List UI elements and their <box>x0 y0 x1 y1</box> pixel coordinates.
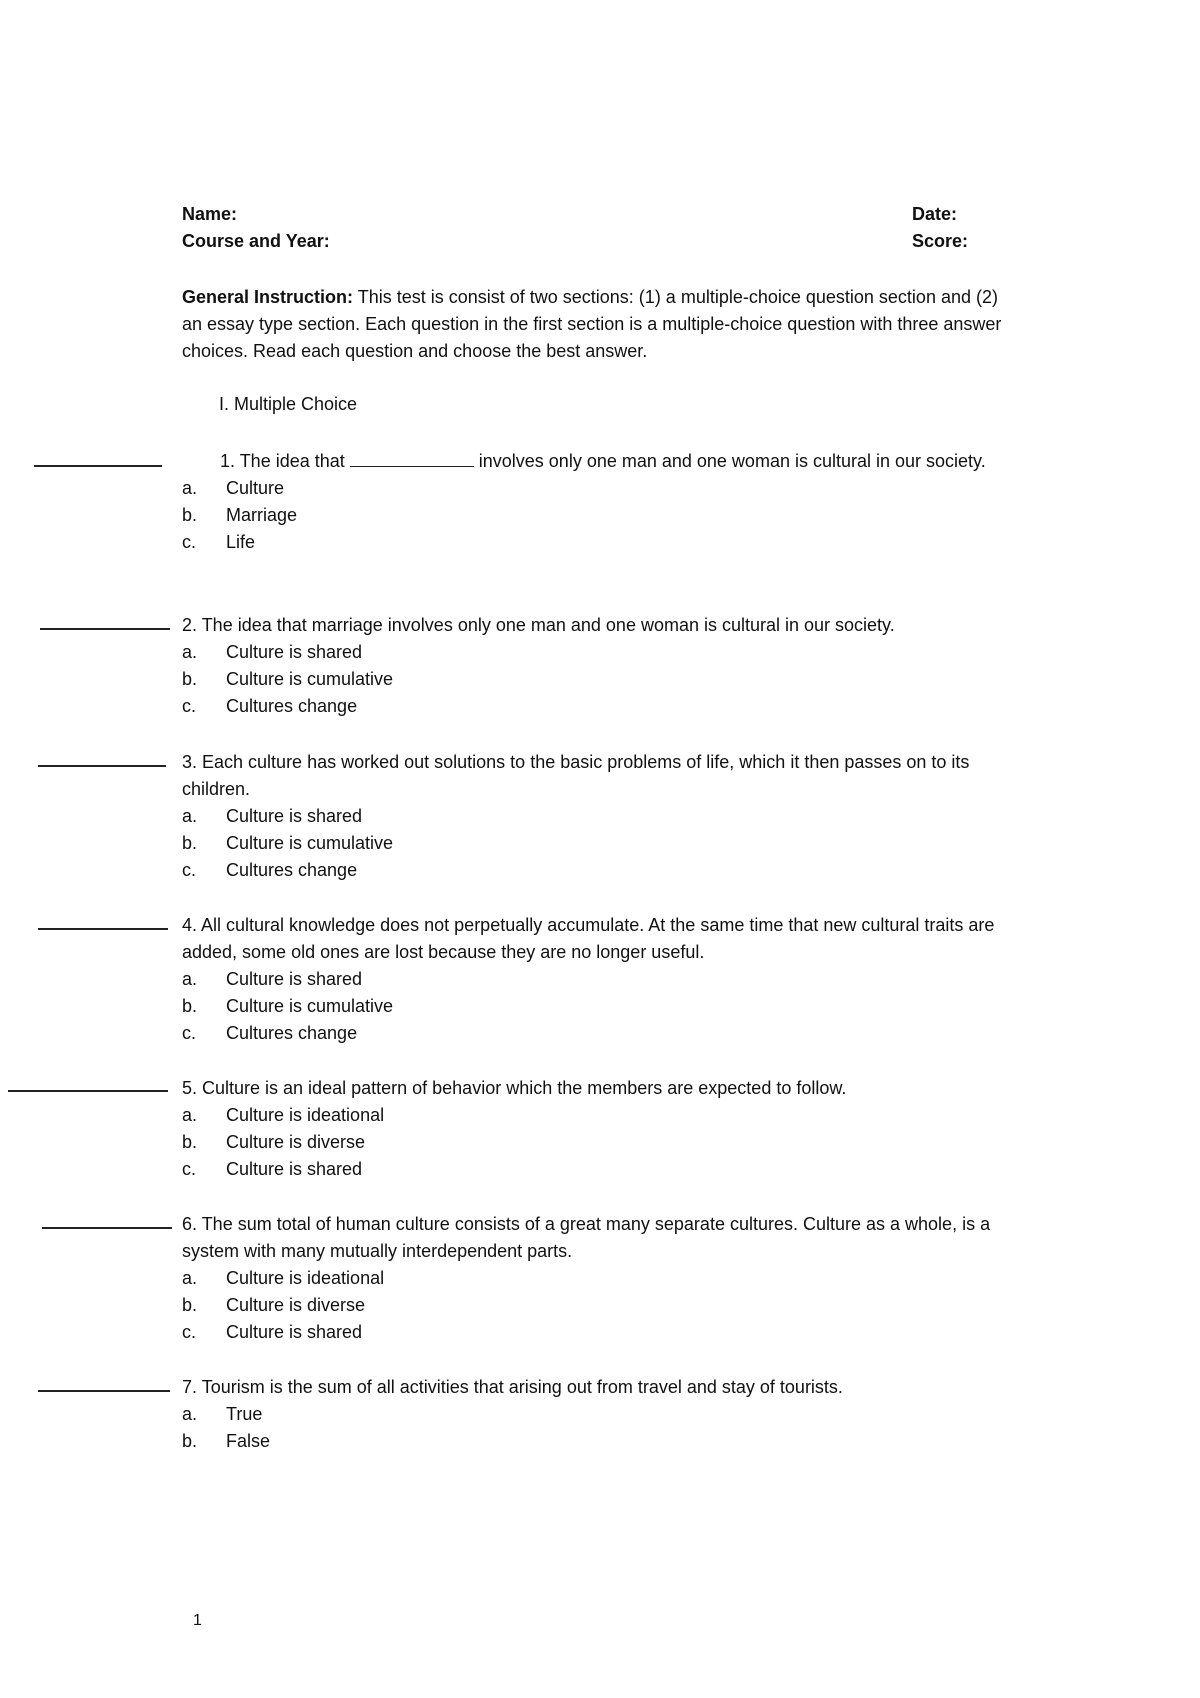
answer-blank-5[interactable] <box>8 1090 168 1092</box>
choice-b[interactable]: b. Culture is cumulative <box>182 996 394 1016</box>
choice-c[interactable]: c. Life <box>182 532 256 552</box>
choice-c[interactable]: c. Cultures change <box>182 696 358 716</box>
choice-c[interactable]: c. Culture is shared <box>182 1322 363 1342</box>
choice-c[interactable]: c. Cultures change <box>182 1023 358 1043</box>
question-4 <box>182 912 1012 1047</box>
choice-b[interactable]: b. Culture is diverse <box>182 1132 366 1152</box>
question-text: 6. The sum total of human culture consists of a great many separate cultures. Culture as a whole, is a system with many mutually interdependent parts. <box>182 1214 991 1261</box>
choice-a[interactable]: a. Culture is shared <box>182 969 363 989</box>
question-text: 5. Culture is an ideal pattern of behavior which the members are expected to follow. <box>182 1078 847 1098</box>
answer-blank-4[interactable] <box>38 928 168 930</box>
choice-b[interactable]: b. Culture is diverse <box>182 1295 366 1315</box>
question-7 <box>182 1374 1012 1455</box>
section-title: I. Multiple Choice <box>219 394 358 414</box>
instruction-label: General Instruction: <box>182 287 354 307</box>
choice-b[interactable]: b. False <box>182 1431 271 1451</box>
answer-blank-1[interactable] <box>34 465 162 467</box>
choice-a[interactable]: a. Culture is shared <box>182 806 363 826</box>
choice-a[interactable]: a. Culture <box>182 478 285 498</box>
choice-c[interactable]: c. Cultures change <box>182 860 358 880</box>
question-text: 4. All cultural knowledge does not perpetually accumulate. At the same time that new cultural traits are added, some old ones are lost because they are no longer useful. <box>182 915 995 962</box>
answer-blank-7[interactable] <box>38 1390 170 1392</box>
question-5 <box>182 1075 1012 1183</box>
choice-a[interactable]: a. True <box>182 1404 263 1424</box>
choice-c[interactable]: c. Culture is shared <box>182 1159 363 1179</box>
question-6 <box>182 1211 1012 1346</box>
fill-in-blank[interactable] <box>350 450 474 467</box>
choice-a[interactable]: a. Culture is ideational <box>182 1105 385 1125</box>
choice-b[interactable]: b. Marriage <box>182 505 298 525</box>
date-label: Date: <box>912 204 958 224</box>
answer-blank-2[interactable] <box>40 628 170 630</box>
choice-b[interactable]: b. Culture is cumulative <box>182 669 394 689</box>
score-label: Score: <box>912 231 969 251</box>
choice-b[interactable]: b. Culture is cumulative <box>182 833 394 853</box>
instruction-text: This test is consist of two sections: (1) a multiple-choice question section and (2) an essay type section. Each question in the first section is a multiple-choice question with three answer choices. Read each question and choose the best answer. <box>182 287 1002 361</box>
question-text: 1. The idea that involves only one man and one woman is cultural in our society. <box>220 451 986 471</box>
question-1 <box>182 448 1012 556</box>
question-text: 2. The idea that marriage involves only one man and one woman is cultural in our society. <box>182 615 895 635</box>
choice-a[interactable]: a. Culture is shared <box>182 642 363 662</box>
general-instruction <box>182 284 1012 365</box>
name-label: Name: <box>182 204 238 224</box>
answer-blank-6[interactable] <box>42 1227 172 1229</box>
page-number: 1 <box>193 1612 202 1629</box>
question-text: 7. Tourism is the sum of all activities that arising out from travel and stay of tourists. <box>182 1377 843 1397</box>
question-3 <box>182 749 1012 884</box>
course-year-label: Course and Year: <box>182 231 330 251</box>
question-2 <box>182 612 1012 720</box>
question-text: 3. Each culture has worked out solutions to the basic problems of life, which it then passes on to its children. <box>182 752 970 799</box>
choice-a[interactable]: a. Culture is ideational <box>182 1268 385 1288</box>
answer-blank-3[interactable] <box>38 765 166 767</box>
